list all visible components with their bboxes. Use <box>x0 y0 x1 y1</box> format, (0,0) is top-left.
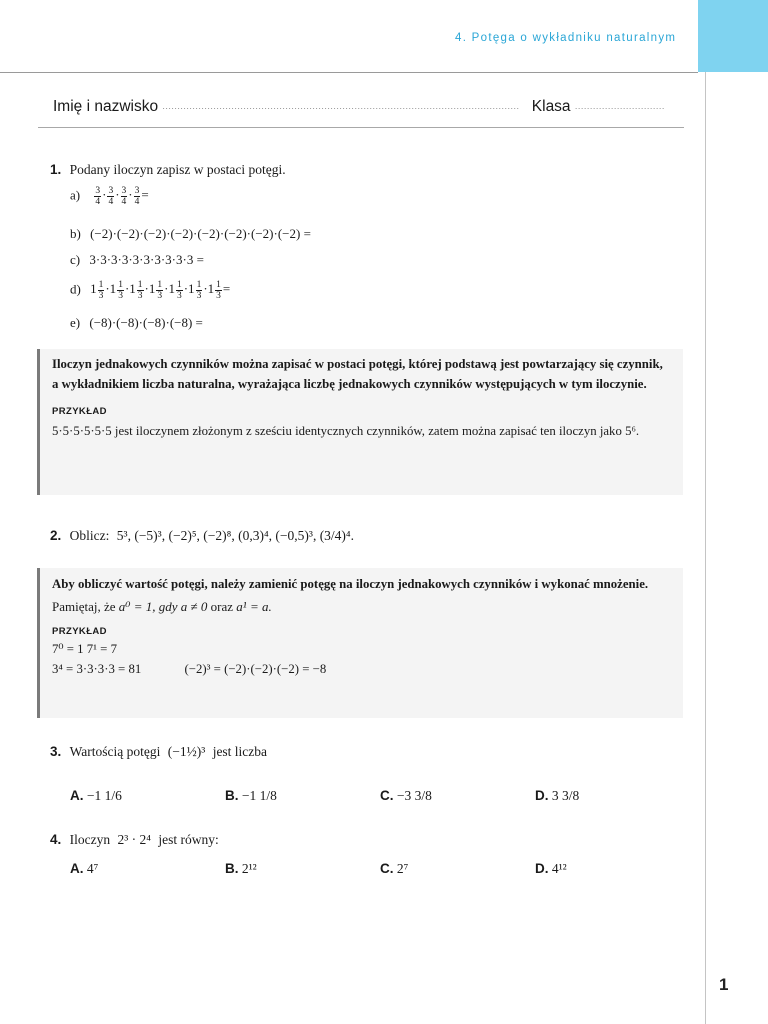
info1-example-result: 5⁶. <box>625 424 640 438</box>
info1-example-heading: PRZYKŁAD <box>52 406 107 417</box>
item-a-expr: $\frac{3}{4}$ · $\frac{3}{4}$ · $\frac{3}{4}$ · $\frac{3}{4}$ = <box>95 186 149 207</box>
option-letter: B. <box>225 861 239 876</box>
option-letter: B. <box>225 788 239 803</box>
task3-option-b[interactable] <box>225 788 277 804</box>
class-label: Klasa <box>531 98 571 115</box>
option-value: −1 1/8 <box>241 788 277 803</box>
section-title: 4. Potęga o wykładniku naturalnym <box>455 32 677 44</box>
item-label: b) <box>70 226 81 241</box>
task3-option-d[interactable] <box>535 788 579 804</box>
info2-line2 <box>52 659 671 679</box>
option-value: 4¹² <box>551 861 567 876</box>
task2-expr: 5³, (−5)³, (−2)⁵, (−2)⁸, (0,3)⁴, (−0,5)³, (3/4)⁴. <box>116 528 355 543</box>
class-field[interactable]: .............................. <box>574 101 665 111</box>
info2-remember <box>52 597 671 617</box>
item-label: d) <box>70 281 81 297</box>
task1-item-d <box>70 280 230 301</box>
info-box-compute <box>37 568 683 718</box>
item-label: a) <box>70 187 81 203</box>
option-letter: D. <box>535 788 549 803</box>
item-e-expr: (−8)·(−8)·(−8)·(−8) = <box>89 315 203 330</box>
task2 <box>50 528 354 544</box>
task4-option-d[interactable] <box>535 861 567 877</box>
task4-option-c[interactable] <box>380 861 408 877</box>
task2-prompt: Oblicz: <box>69 528 110 543</box>
remember-join: oraz <box>210 599 234 614</box>
task4 <box>50 832 219 848</box>
item-label: c) <box>70 252 81 267</box>
task4-suffix: jest równy: <box>158 832 219 847</box>
option-letter: A. <box>70 861 84 876</box>
info1-text: Iloczyn jednakowych czynników można zapisać w postaci potęgi, której podstawą jest powtarzający się czynnik, a wykładnikiem liczba naturalna, wyrażająca liczbę jednakowych czynników występujących w tym iloczynie. <box>52 357 663 391</box>
task4-option-a[interactable] <box>70 861 98 877</box>
task3 <box>50 744 267 760</box>
remember-rule2: a¹ = a. <box>236 599 272 614</box>
task3-suffix: jest liczba <box>212 744 268 759</box>
task4-number: 4. <box>50 832 62 847</box>
task3-number: 3. <box>50 744 62 759</box>
remember-prefix: Pamiętaj, że <box>52 599 116 614</box>
option-value: 2¹² <box>241 861 257 876</box>
info1-example-expr: 5·5·5·5·5·5 <box>52 424 112 438</box>
option-letter: A. <box>70 788 84 803</box>
task3-expr: (−1½)³ <box>167 744 206 759</box>
info2-line1: 7⁰ = 1 7¹ = 7 <box>52 642 117 656</box>
task1-item-a <box>70 186 149 207</box>
item-d-expr: 1 $\frac{1}{3}$ ·1 $\frac{1}{3}$ ·1 $\frac{1}{3}$ ·1 $\frac{1}{3}$ ·1 $\frac{1}{3}$ ·1 $\frac{1}{3}$ ·1 $\frac{1}{3}$ = <box>90 280 231 301</box>
task1-prompt: Podany iloczyn zapisz w postaci potęgi. <box>69 162 286 177</box>
name-field[interactable]: ....................................................................................................................... <box>162 101 520 111</box>
name-row <box>53 98 665 116</box>
option-value: 3 3/8 <box>551 788 580 803</box>
chapter-tab <box>698 0 768 72</box>
task1-number: 1. <box>50 162 62 177</box>
task1-header <box>50 162 286 178</box>
remember-rule1: a⁰ = 1, gdy a ≠ 0 <box>118 599 208 614</box>
info-box-powers <box>37 349 683 495</box>
task1-item-e <box>70 315 203 331</box>
task3-prompt: Wartością potęgi <box>69 744 161 759</box>
option-letter: D. <box>535 861 549 876</box>
name-divider <box>38 127 684 128</box>
task3-option-c[interactable] <box>380 788 432 804</box>
option-letter: C. <box>380 788 394 803</box>
option-value: 4⁷ <box>86 861 99 876</box>
info2-text: Aby obliczyć wartość potęgi, należy zamienić potęgę na iloczyn jednakowych czynników i wykonać mnożenie. <box>52 577 649 591</box>
info2-line2a: 3⁴ = 3·3·3·3 = 81 <box>52 662 142 676</box>
task3-option-a[interactable] <box>70 788 122 804</box>
header-divider <box>0 72 698 73</box>
task4-option-b[interactable] <box>225 861 257 877</box>
task1-item-b <box>70 226 311 242</box>
info2-example-heading: PRZYKŁAD <box>52 626 107 637</box>
item-c-expr: 3·3·3·3·3·3·3·3·3·3 = <box>89 252 204 267</box>
option-value: −3 3/8 <box>396 788 432 803</box>
margin-line <box>705 72 706 1024</box>
task4-prompt: Iloczyn <box>69 832 111 847</box>
info2-line2b: (−2)³ = (−2)·(−2)·(−2) = −8 <box>184 662 327 676</box>
option-letter: C. <box>380 861 394 876</box>
item-label: e) <box>70 315 81 330</box>
task1-item-c <box>70 252 204 268</box>
option-value: 2⁷ <box>396 861 409 876</box>
item-b-expr: (−2)·(−2)·(−2)·(−2)·(−2)·(−2)·(−2)·(−2) = <box>90 226 311 241</box>
info1-example <box>52 421 671 441</box>
info1-example-text: jest iloczynem złożonym z sześciu identycznych czynników, zatem można zapisać ten iloczyn jako <box>114 424 622 438</box>
page-number: 1 <box>719 975 729 994</box>
option-value: −1 1/6 <box>86 788 122 803</box>
name-label: Imię i nazwisko <box>53 98 159 115</box>
task4-expr: 2³ · 2⁴ <box>117 832 151 847</box>
task2-number: 2. <box>50 528 62 543</box>
